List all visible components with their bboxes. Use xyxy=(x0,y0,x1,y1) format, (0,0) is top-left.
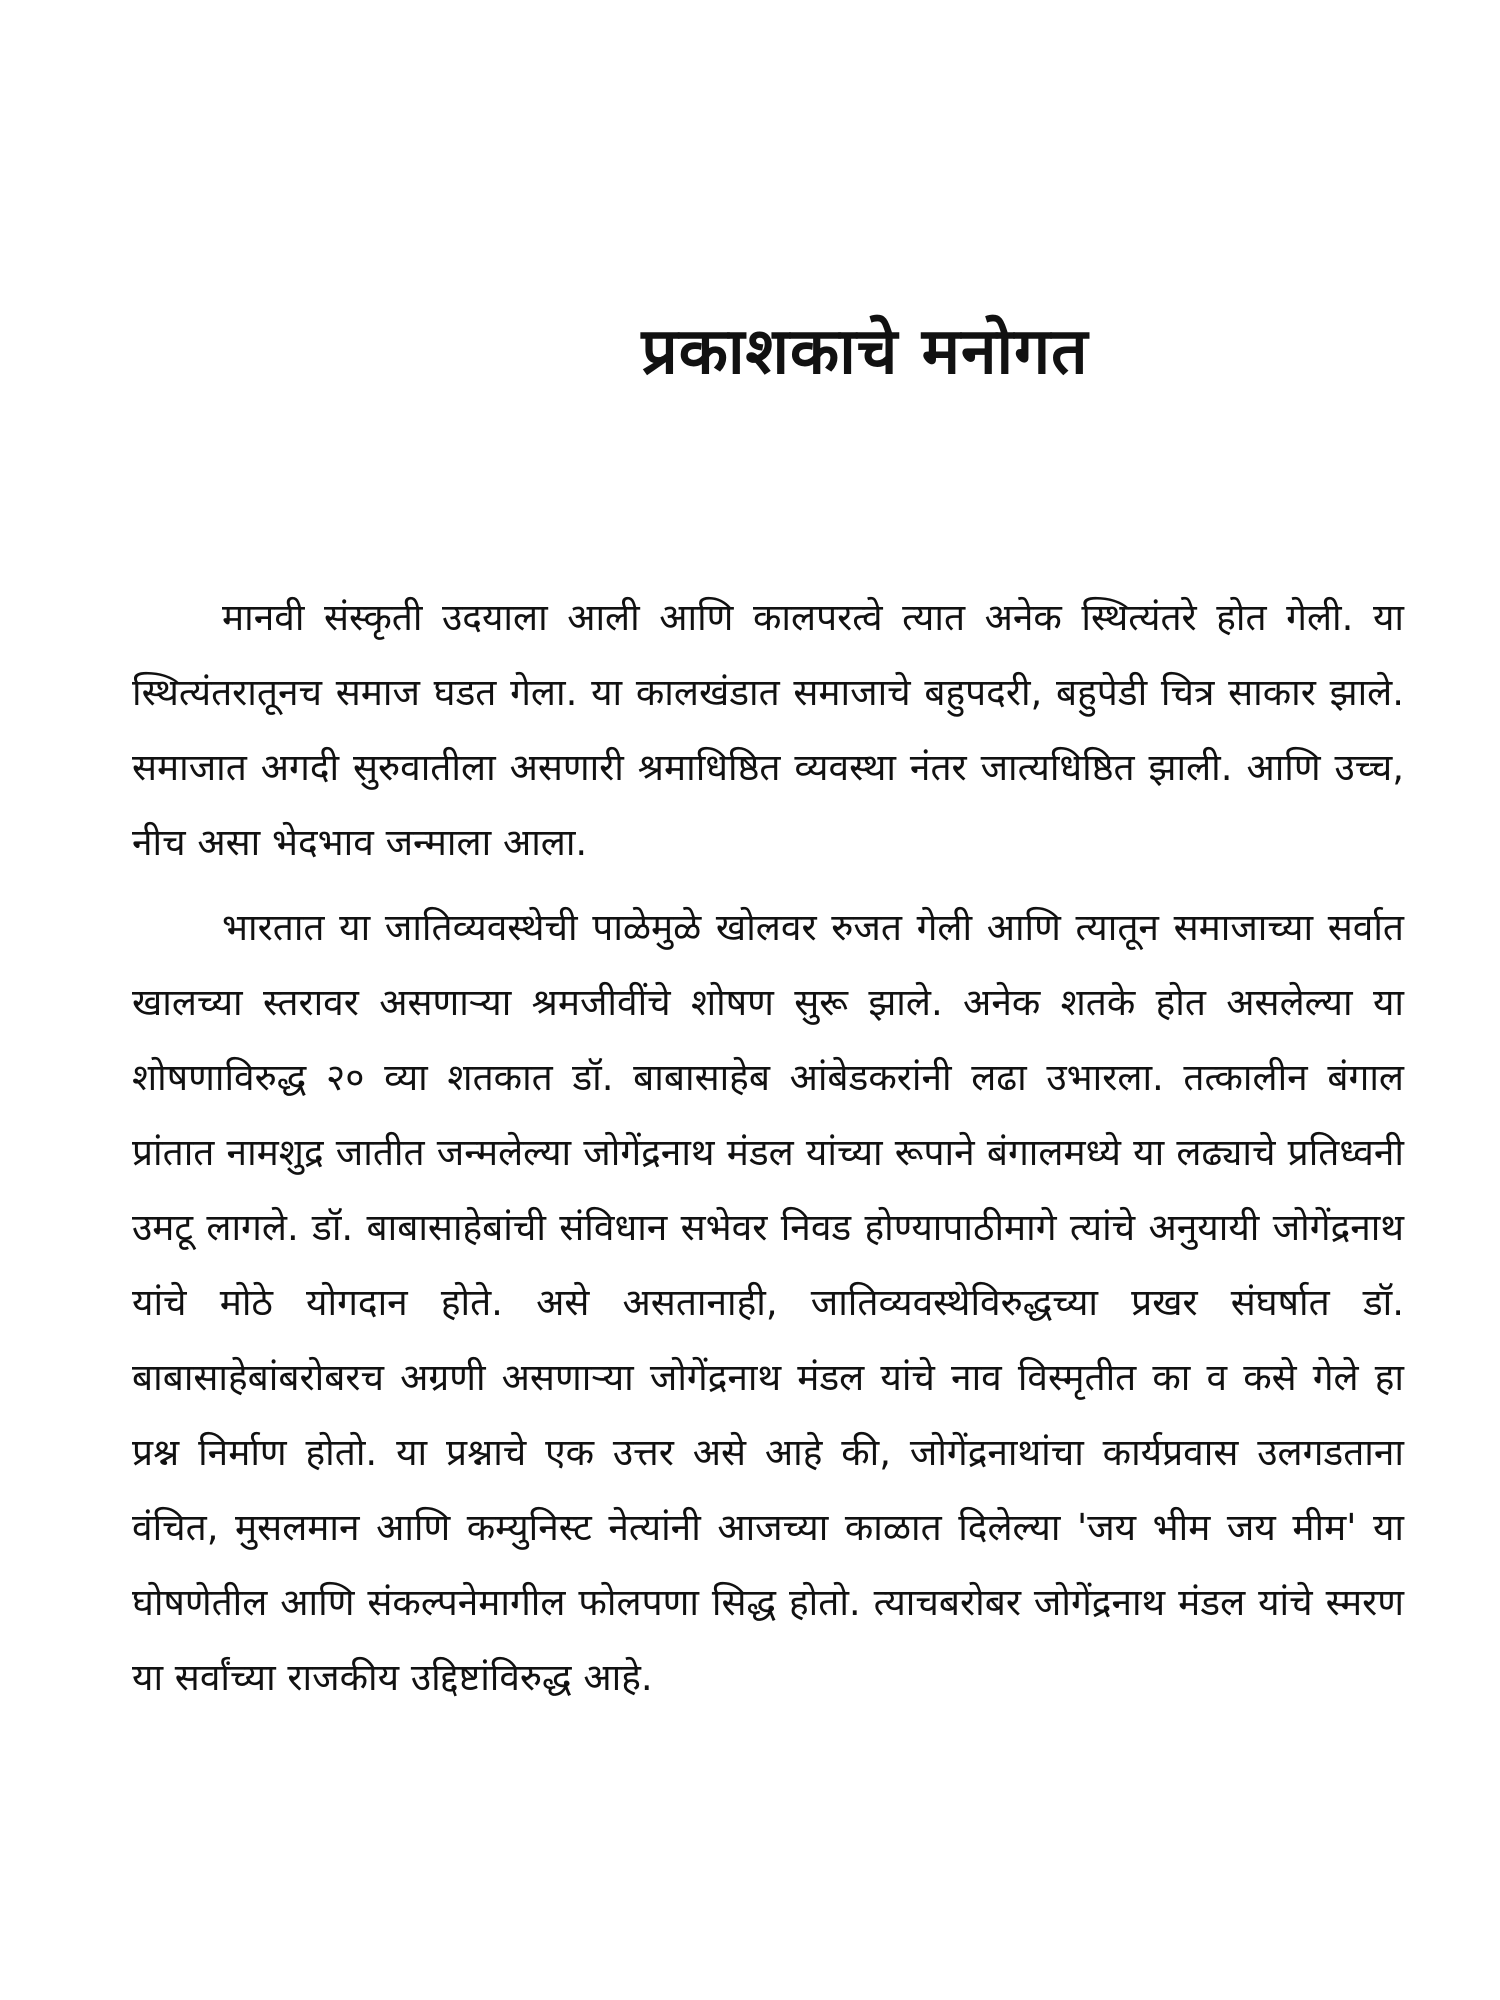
body-text xyxy=(132,580,1404,1725)
paragraph-1: मानवी संस्कृती उदयाला आली आणि कालपरत्वे त्यात अनेक स्थित्यंतरे होत गेली. या स्थित्यंतरातूनच समाज घडत गेला. या कालखंडात समाजाचे बहुपदरी, बहुपेडी चित्र साकार झाले. समाजात अगदी सुरुवातीला असणारी श्रमाधिष्ठित व्यवस्था नंतर जात्यधिष्ठित झाली. आणि उच्च, नीच असा भेदभाव जन्माला आला. xyxy=(132,596,1404,864)
page-title: प्रकाशकाचे मनोगत xyxy=(641,315,1089,389)
paragraph-2: भारतात या जातिव्यवस्थेची पाळेमुळे खोलवर रुजत गेली आणि त्यातून समाजाच्या सर्वात खालच्या स्तरावर असणाऱ्या श्रमजीवींचे शोषण सुरू झाले. अनेक शतके होत असलेल्या या शोषणाविरुद्ध २० व्या शतकात डॉ. बाबासाहेब आंबेडकरांनी लढा उभारला. तत्कालीन बंगाल प्रांतात नामशुद्र जातीत जन्मलेल्या जोगेंद्रनाथ मंडल यांच्या रूपाने बंगालमध्ये या लढ्याचे प्रतिध्वनी उमटू लागले. डॉ. बाबासाहेबांची संविधान सभेवर निवड होण्यापाठीमागे त्यांचे अनुयायी जोगेंद्रनाथ यांचे मोठे योगदान होते. असे असतानाही, जातिव्यवस्थेविरुद्धच्या प्रखर संघर्षात डॉ. बाबासाहेबांबरोबरच अग्रणी असणाऱ्या जोगेंद्रनाथ मंडल यांचे नाव विस्मृतीत का व कसे गेले हा प्रश्न निर्माण होतो. या प्रश्नाचे एक उत्तर असे आहे की, जोगेंद्रनाथांचा कार्यप्रवास उलगडताना वंचित, मुसलमान आणि कम्युनिस्ट नेत्यांनी आजच्या काळात दिलेल्या 'जय भीम जय मीम' या घोषणेतील आणि संकल्पनेमागील फोलपणा सिद्ध होतो. त्याचबरोबर जोगेंद्रनाथ मंडल यांचे स्मरण या सर्वांच्या राजकीय उद्दिष्टांविरुद्ध आहे. xyxy=(132,906,1404,1699)
